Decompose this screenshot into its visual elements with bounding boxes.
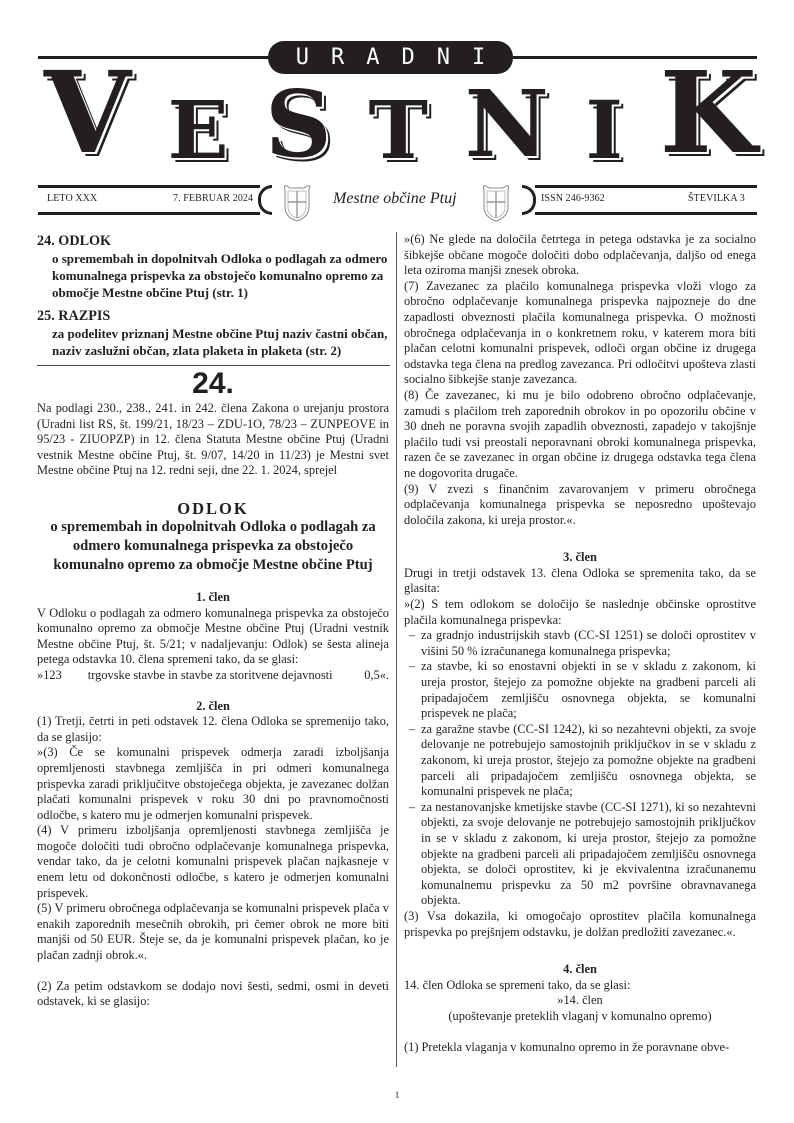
list-item: – za garažne stavbe (CC-SI 1242), ki so nezahtevni objekti, za svoje delovanje ne potrebujejo samostojnih priključkov in se v skladu z zakonom, ki ureja prostor, štejejo za pomožne objekte na gradbeni parceli ali pripadajočem zemljišču osnovnega objekta, se komunalni prispevek ne plača; xyxy=(404,722,756,800)
paragraph: (9) V zvezi s finančnim zavarovanjem v primeru obročnega odplačevanja komunalnega prispevka se neposredno upoštevajo določila zakona, ki ureja prostor.«. xyxy=(404,481,756,527)
act-number: 24. xyxy=(192,367,234,400)
article-text: V Odloku o podlagah za odmero komunalnega prispevka za obstoječo komunalno opremo za območje Mestne občine Ptuj (Uradni vestnik Mestne občine Ptuj, št. 5/21; v nadaljevanju: Odlok) se šesta alineja petega odstavka 10. člena spremeni tako, da se glasi: xyxy=(37,605,389,667)
act-heading xyxy=(37,499,389,575)
exemption-list xyxy=(404,628,756,909)
band-rule xyxy=(38,212,260,215)
toc-item-number: 25. RAZPIS xyxy=(37,308,111,324)
logo-letter: N xyxy=(464,70,549,178)
masthead-info-band xyxy=(38,183,757,223)
article-heading: 1. člen xyxy=(196,589,230,604)
band-rule xyxy=(535,212,757,215)
quoted-article-heading: »14. člen xyxy=(557,993,603,1008)
toc-divider xyxy=(37,365,390,366)
article-heading: 4. člen xyxy=(563,962,597,977)
quoted-article-title: (upoštevanje preteklih vlaganj v komunalno opremo) xyxy=(448,1008,712,1023)
paragraph: Drugi in tretji odstavek 13. člena Odloka se spremenita tako, da se glasita: xyxy=(404,565,756,596)
paragraph: (1) Pretekla vlaganja v komunalno opremo in že poravnane obve- xyxy=(404,1039,730,1054)
logo-letter: T xyxy=(368,83,428,177)
paragraph: (4) V primeru izboljšanja opremljenosti stavbnega zemljišča je mogoče določiti tudi obročno odplačevanje komunalnega prispevka, vendar tako, da je celotni komunalni prispevek plačan najkasneje v enem letu od dokončnosti odločbe, s katero je odmerjen komunalni prispevek. xyxy=(37,823,389,900)
paragraph: »(2) S tem odlokom se določijo še naslednje občinske oprostitve plačila komunalnega prispevka: xyxy=(404,597,756,627)
masthead xyxy=(38,38,757,206)
tariff-value: 0,5«. xyxy=(364,667,389,682)
logo-letter: K xyxy=(659,48,757,179)
list-item: – za nestanovanjske kmetijske stavbe (CC-SI 1271), ki so nezahtevni objekti, za svoje delovanje ne potrebujejo samostojnih priključkov in se v skladu z zakonom, ki ureja prostor, štejejo za pomožne objekte na gradbeni parceli ali pripadajočem zemljišču osnovnega objekta, se določi oprostitev, ki je ekvivalentna izračunanemu komunalnemu prispevku za 50 m2 površine obravnavanega objekta. xyxy=(404,800,756,909)
paragraph: »(3) Če se komunalni prispevek odmerja zaradi izboljšanja opremljenosti stavbnega zemljišča in pri odmeri komunalnega prispevka zaradi priključitve obstoječega objekta, je zavezanec dolžan plačati komunalni prispevek v roku 30 dni po pravnomočnosti odločbe, s katero mu je odmerjen komunalni prispevek. xyxy=(37,745,389,822)
article-heading: 3. člen xyxy=(563,550,597,565)
list-item: – za stavbe, ki so enostavni objekti in se v skladu z zakonom, ki ureja prostor, štejejo za pomožne objekte na gradbeni parceli ali pripadajočem zemljišču osnovnega objekta, se komunalni prispevek ne plača; xyxy=(404,659,756,721)
spacer xyxy=(37,964,389,979)
paragraph: »(6) Ne glede na določila četrtega in petega odstavka je za socialno šibkejše občane mogoče določiti dobo odplačevanja, daljšo od enega leta oziroma manjši znesek obroka. xyxy=(404,232,756,278)
toc-item-description: za podelitev priznanj Mestne občine Ptuj naziv častni občan, naziv zaslužni občan, zlata plaketa in plaketa (str. 2) xyxy=(52,326,388,358)
paragraph: 14. člen Odloka se spremeni tako, da se glasi: xyxy=(404,977,631,992)
left-column xyxy=(37,232,389,1010)
column-divider xyxy=(396,232,397,1067)
act-preamble: Na podlagi 230., 238., 241. in 242. člena Zakona o urejanju prostora (Uradni list RS, št. 199/21, 18/23 – ZDU-1O, 78/23 – ZUNPEOVE in 95/23 - ZIUOPZP) in 12. člena Statuta Mestne občine Ptuj (Uradni vestnik Mestne občine Ptuj, št. 9/07, 14/20 in 11/23) je Mestni svet Mestne občine Ptuj na 12. redni seji, dne 22. 1. 2024, sprejel xyxy=(37,401,389,478)
toc-item-description: o spremembah in dopolnitvah Odloka o podlagah za odmero komunalnega prispevka za obstoječo komunalno opremo za območje Mestne občine Ptuj (str. 1) xyxy=(52,251,388,300)
issue-date: 7. FEBRUAR 2024 xyxy=(173,193,254,204)
band-bracket-right xyxy=(522,185,536,215)
paragraph: (8) Če zavezanec, ki mu je bilo odobreno obročno odplačevanje, zamudi s plačilom treh zaporednih obrokov in po opozorilu občine v 30 dneh ne poravna svojih zapadlih obveznosti, zapadejo v takojšnje plačilo tudi vsi preostali neporavnani obroki komunalnega prispevka, razen če se zavezanec in organ občine iz drugega odstavka tega člena ne dogovorita drugače. xyxy=(404,387,756,480)
toc-item[interactable] xyxy=(37,307,389,359)
act-title: ODLOK xyxy=(177,498,249,518)
tariff-code: »123 xyxy=(37,667,62,682)
article-heading: 2. člen xyxy=(196,698,230,713)
list-item: – za gradnjo industrijskih stavb (CC-SI 1251) se določi oprostitev v višini 50 % izračunanega komunalnega prispevka; xyxy=(404,628,756,659)
volume-label: LETO XXX xyxy=(47,193,98,204)
paragraph: (7) Zavezanec za plačilo komunalnega prispevka vloži vlogo za obročno odplačevanje komunalnega prispevka najpozneje do dne zapadlosti obveznosti plačila komunalnega prispevka. O možnosti obročnega odplačevanja in o konkretnem roku, v katerem mora biti plačan celotni komunalni prispevek, odloči organ občine iz drugega odstavka tega člena na predlog zavezanca. Pri odločitvi upošteva zlasti socialno šibkejše stanje zavezanca. xyxy=(404,278,756,387)
tariff-label: trgovske stavbe in stavbe za storitvene dejavnosti xyxy=(87,667,333,682)
toc-item[interactable] xyxy=(37,232,389,301)
coat-of-arms-icon xyxy=(480,183,512,223)
logo-letter: V xyxy=(44,48,131,179)
municipality-name: Mestne občine Ptuj xyxy=(333,190,457,207)
toc-item-number: 24. ODLOK xyxy=(37,233,112,249)
band-rule xyxy=(535,185,757,188)
right-column xyxy=(404,232,756,1055)
logo-letter: S xyxy=(265,70,332,178)
coat-of-arms-icon xyxy=(281,183,313,223)
issue-number: ŠTEVILKA 3 xyxy=(688,193,745,204)
spacer xyxy=(404,1025,756,1040)
paragraph: (2) Za petim odstavkom se dodajo novi šesti, sedmi, osmi in deveti odstavek, ki se glasijo: xyxy=(37,978,389,1009)
tariff-row xyxy=(37,668,389,684)
band-rule xyxy=(38,185,260,188)
paragraph: (5) V primeru obročnega odplačevanja se komunalni prispevek plača v enakih zaporednih mesečnih obrokih, pri čemer obrok ne more biti manjši od 50 EUR. Šteje se, da je komunalni prispevek plačan, ko je plačan zadnji obrok.«. xyxy=(37,901,389,963)
uradni-label: URADNI xyxy=(295,45,508,70)
logo-letter: E xyxy=(167,83,229,177)
issn: ISSN 246-9362 xyxy=(541,193,605,204)
paragraph: (1) Tretji, četrti in peti odstavek 12. člena Odloka se spremenijo tako, da se glasijo: xyxy=(37,714,389,744)
act-subtitle: o spremembah in dopolnitvah Odloka o podlagah za odmero komunalnega prispevka za obstoječo komunalno opremo za območje Mestne občine Ptuj xyxy=(50,518,376,573)
band-bracket-left xyxy=(258,185,272,215)
page-number: 1 xyxy=(394,1090,400,1100)
logo-letter: I xyxy=(585,83,623,177)
paragraph: (3) Vsa dokazila, ki omogočajo oprostitev plačila komunalnega prispevka po prejšnjem odstavku, je dolžan predložiti zavezanec.«. xyxy=(404,908,756,939)
